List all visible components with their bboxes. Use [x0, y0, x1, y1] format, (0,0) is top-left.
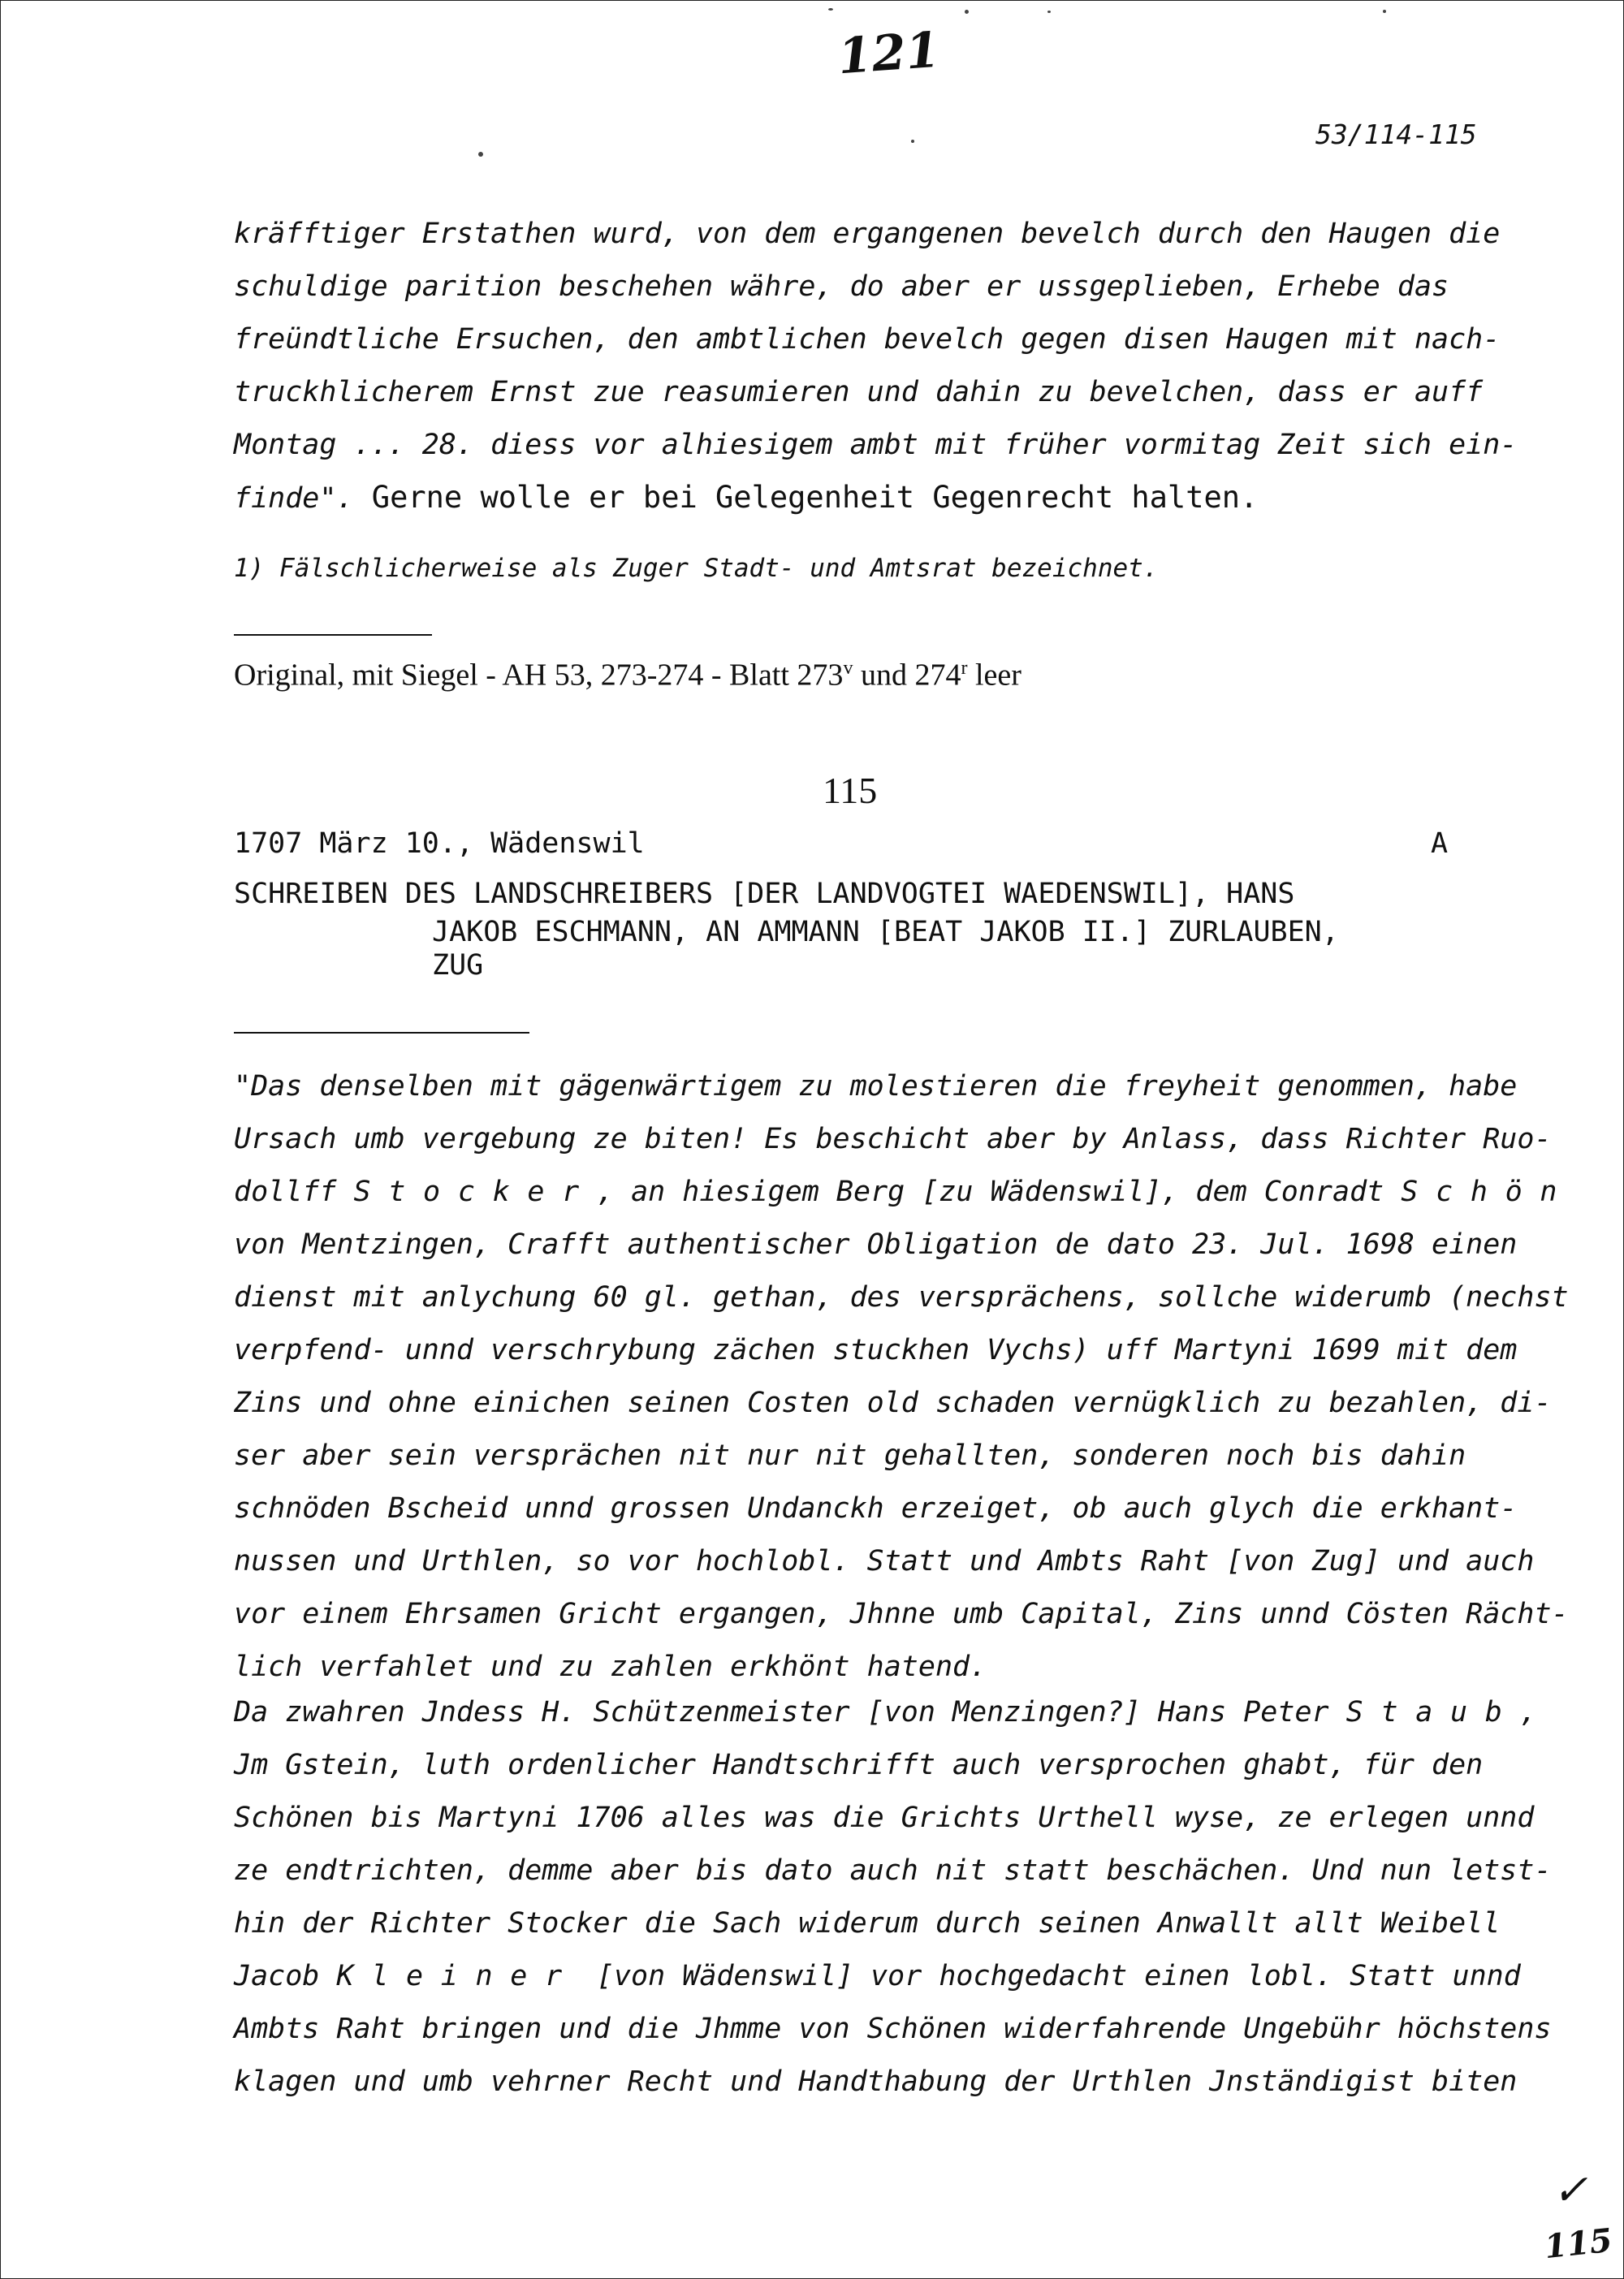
document-type-code: A — [1431, 827, 1449, 860]
text-fragment: Da zwahren Jndess H. Schützenmeister [von Menzingen?] Hans Peter — [234, 1696, 1346, 1729]
text-fragment: [von Wädenswil] vor hochgedacht einen lobl. Statt unnd — [579, 1960, 1521, 1992]
text-line: kräfftiger Erstathen wurd, von dem ergangenen bevelch durch den Haugen die — [234, 218, 1501, 250]
document-title-line: JAKOB ESCHMANN, AN AMMANN [BEAT JAKOB II.] ZURLAUBEN, — [432, 916, 1339, 948]
text-line — [234, 1696, 1537, 1729]
person-name: Kleiner — [336, 1960, 580, 1992]
text-line: schnöden Bscheid unnd grossen Undanckh erzeiget, ob auch glych die erkhant- — [234, 1492, 1518, 1525]
text-line — [234, 1960, 1521, 1992]
person-name: Schön — [1401, 1176, 1575, 1208]
scan-speck — [828, 8, 833, 11]
person-name: Staub — [1345, 1696, 1520, 1729]
text-line: nussen und Urthlen, so vor hochlobl. Statt und Ambts Raht [von Zug] und auch — [234, 1545, 1535, 1578]
source-note — [234, 650, 1021, 694]
text-line: Schönen bis Martyni 1706 alles was die Grichts Urthell wyse, ze erlegen unnd — [234, 1802, 1535, 1834]
scan-speck — [1383, 10, 1386, 13]
person-name: Stocker — [353, 1176, 597, 1208]
text-line: vor einem Ehrsamen Gricht ergangen, Jhnne umb Capital, Zins unnd Cösten Rächt- — [234, 1598, 1569, 1630]
folio-number: 121 — [836, 21, 942, 86]
divider — [234, 634, 432, 636]
scan-speck — [965, 10, 969, 14]
text-line: truckhlicherem Ernst zue reasumieren und dahin zu bevelchen, dass er auff — [234, 376, 1484, 408]
source-text: leer — [967, 658, 1021, 693]
checkmark-icon: ✓ — [1553, 2166, 1588, 2215]
text-line: klagen und umb vehrner Recht und Handthabung der Urthlen Jnständigist biten — [234, 2065, 1518, 2098]
corner-page-number: 115 — [1542, 2221, 1614, 2267]
text-line-italic: finde". — [234, 482, 354, 515]
text-line: von Mentzingen, Crafft authentischer Obligation de dato 23. Jul. 1698 einen — [234, 1228, 1518, 1261]
footnote: 1) Fälschlicherweise als Zuger Stadt- und Amtsrat bezeichnet. — [234, 554, 1159, 583]
divider — [234, 1032, 529, 1034]
text-line: Zins und ohne einichen seinen Costen old schaden vernügklich zu bezahlen, di- — [234, 1387, 1552, 1419]
document-number: 115 — [823, 770, 878, 811]
text-line — [234, 481, 1258, 515]
text-line: lich verfahlet und zu zahlen erkhönt hatend. — [234, 1651, 987, 1683]
text-line: ser aber sein versprächen nit nur nit gehallten, sonderen noch bis dahin — [234, 1439, 1466, 1472]
text-fragment: dollff — [234, 1176, 354, 1208]
text-fragment: , — [1519, 1696, 1537, 1729]
text-line: ze endtrichten, demme aber bis dato auch nit statt beschächen. Und nun letst- — [234, 1854, 1552, 1887]
scan-speck — [1047, 11, 1051, 13]
scan-speck — [478, 152, 483, 157]
text-line: schuldige parition beschehen währe, do aber er ussgeplieben, Erhebe das — [234, 270, 1449, 303]
text-line: Montag ... 28. diess vor alhiesigem ambt mit früher vormitag Zeit sich ein- — [234, 429, 1518, 461]
document-title-line: ZUG — [432, 949, 484, 982]
text-fragment: Jacob — [234, 1960, 337, 1992]
source-text: Original, mit Siegel - AH 53, 273-274 - Blatt 273 — [234, 658, 844, 693]
superscript: v — [843, 658, 853, 679]
text-line: freündtliche Ersuchen, den ambtlichen bevelch gegen disen Haugen mit nach- — [234, 323, 1501, 356]
text-line — [234, 1176, 1574, 1208]
text-line: verpfend- unnd verschrybung zächen stuckhen Vychs) uff Martyni 1699 mit dem — [234, 1334, 1518, 1366]
document-reference: 53/114-115 — [1315, 119, 1477, 150]
text-line: dienst mit anlychung 60 gl. gethan, des versprächens, sollche widerumb (nechst — [234, 1281, 1569, 1314]
document-date-place: 1707 März 10., Wädenswil — [234, 827, 645, 860]
text-fragment: , an hiesigem Berg [zu Wädenswil], dem Conradt — [596, 1176, 1402, 1208]
document-title-line: SCHREIBEN DES LANDSCHREIBERS [DER LANDVOGTEI WAEDENSWIL], HANS — [234, 878, 1295, 910]
text-line: Ambts Raht bringen und die Jhmme von Schönen widerfahrende Ungebühr höchstens — [234, 2013, 1552, 2045]
text-line: hin der Richter Stocker die Sach widerum durch seinen Anwallt allt Weibell — [234, 1907, 1501, 1940]
source-text: und 274 — [853, 658, 961, 693]
text-line: Ursach umb vergebung ze biten! Es beschicht aber by Anlass, dass Richter Ruo- — [234, 1123, 1552, 1155]
editorial-note: Gerne wolle er bei Gelegenheit Gegenrecht halten. — [353, 480, 1259, 515]
text-line: "Das denselben mit gägenwärtigem zu molestieren die freyheit genommen, habe — [234, 1070, 1518, 1103]
superscript: r — [961, 658, 968, 679]
text-line: Jm Gstein, luth ordenlicher Handtschrifft auch versprochen ghabt, für den — [234, 1749, 1484, 1781]
scan-speck — [911, 140, 914, 143]
